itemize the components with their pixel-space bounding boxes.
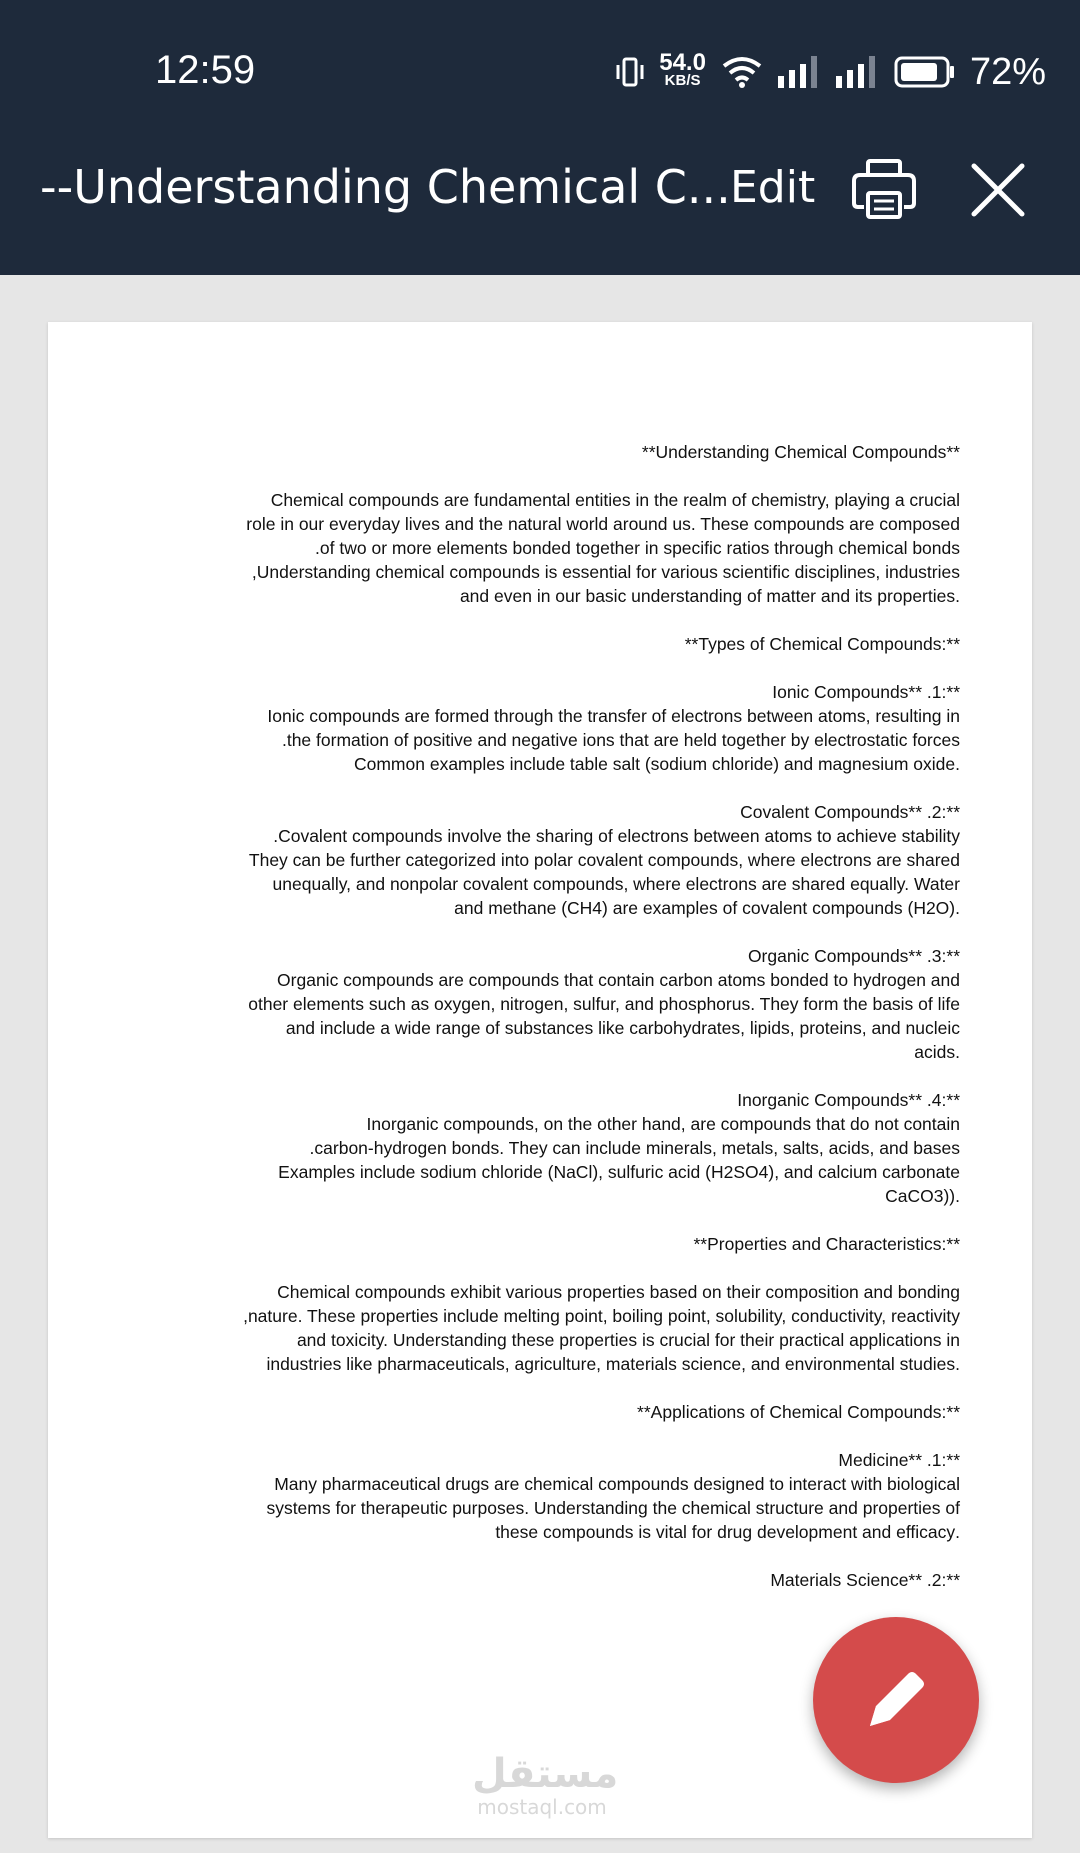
close-icon [968, 160, 1028, 220]
document-line: They can be further categorized into polar covalent compounds, where electrons are shared [248, 850, 960, 870]
document-paragraph [168, 1280, 960, 1376]
document-paragraph [168, 488, 960, 608]
document-line: and toxicity. Understanding these properties is crucial for their practical applications in [296, 1330, 960, 1350]
signal-icon-sim2 [836, 56, 880, 88]
vibrate-icon [615, 55, 645, 89]
document-paragraph [168, 440, 960, 464]
document-paragraph [168, 1088, 960, 1208]
document-line: Inorganic compounds, on the other hand, are compounds that do not contain [366, 1114, 960, 1134]
document-line: the formation of positive and negative ions that are held together by electrostatic forces. [281, 730, 960, 750]
document-line: **:Ionic Compounds** .1 [772, 682, 960, 702]
network-speed [659, 49, 706, 90]
document-line: nature. These properties include melting point, boiling point, solubility, conductivity, reactivity, [243, 1306, 960, 1326]
document-paragraph [168, 680, 960, 776]
signal-icon-sim1 [778, 56, 822, 88]
battery-icon [894, 56, 956, 88]
document-line: Ionic compounds are formed through the transfer of electrons between atoms, resulting in [267, 706, 960, 726]
wifi-icon [720, 54, 764, 90]
document-line: unequally, and nonpolar covalent compounds, where electrons are shared equally. Water [272, 874, 960, 894]
document-line: .industries like pharmaceuticals, agriculture, materials science, and environmental studies [266, 1354, 960, 1374]
document-line: Organic compounds are compounds that contain carbon atoms bonded to hydrogen and [277, 970, 960, 990]
edit-fab-button[interactable] [813, 1617, 979, 1783]
status-time: 12:59 [155, 48, 256, 92]
document-body [168, 440, 960, 1616]
document-title: --Understanding Chemical C... [40, 160, 731, 214]
document-line: Examples include sodium chloride (NaCl), sulfuric acid (H2SO4), and calcium carbonate [278, 1162, 960, 1182]
document-paragraph [168, 944, 960, 1064]
watermark-arabic: مستقل [472, 1751, 619, 1797]
document-line: **:Covalent Compounds** .2 [740, 802, 960, 822]
document-line: .(H2O) and methane (CH4) are examples of covalent compounds [454, 898, 960, 918]
document-paragraph [168, 1568, 960, 1592]
document-line: carbon-hydrogen bonds. They can include minerals, metals, salts, acids, and bases. [309, 1138, 960, 1158]
document-line: Chemical compounds are fundamental entities in the realm of chemistry, playing a crucial [270, 490, 960, 510]
document-line: other elements such as oxygen, nitrogen, sulfur, and phosphorus. They form the basis of life [248, 994, 960, 1014]
printer-icon [852, 157, 916, 221]
document-line: .acids [914, 1042, 960, 1062]
document-line: **:Materials Science** .2 [770, 1570, 960, 1590]
document-line: **:Inorganic Compounds** .4 [737, 1090, 960, 1110]
document-line: of two or more elements bonded together in specific ratios through chemical bonds. [315, 538, 960, 558]
speed-value: 54.0 [659, 49, 706, 76]
document-line: systems for therapeutic purposes. Understanding the chemical structure and properties of [266, 1498, 960, 1518]
document-line: Understanding chemical compounds is essential for various scientific disciplines, industries, [251, 562, 960, 582]
document-line: **Understanding Chemical Compounds** [641, 442, 960, 462]
print-button[interactable] [852, 157, 916, 221]
document-line: **:Medicine** .1 [838, 1450, 960, 1470]
document-line: **:Properties and Characteristics** [693, 1234, 960, 1254]
document-paragraph [168, 800, 960, 920]
watermark-latin: mostaql.com [477, 1795, 607, 1819]
app-bar [0, 0, 1080, 275]
document-line: Covalent compounds involve the sharing of electrons between atoms to achieve stability. [273, 826, 960, 846]
document-line: .these compounds is vital for drug development and efficacy [495, 1522, 960, 1542]
status-icons [615, 50, 1046, 94]
document-line: .Common examples include table salt (sodium chloride) and magnesium oxide [353, 754, 960, 774]
document-page [48, 322, 1032, 1838]
document-line: and include a wide range of substances like carbohydrates, lipids, proteins, and nucleic [285, 1018, 960, 1038]
document-line: role in our everyday lives and the natural world around us. These compounds are composed [246, 514, 960, 534]
battery-percent: 72% [969, 50, 1046, 93]
document-line: **:Types of Chemical Compounds** [684, 634, 960, 654]
pencil-icon [856, 1660, 936, 1740]
document-line: .((CaCO3 [885, 1186, 960, 1206]
document-line: Many pharmaceutical drugs are chemical compounds designed to interact with biological [274, 1474, 960, 1494]
document-paragraph [168, 1232, 960, 1256]
document-paragraph [168, 632, 960, 656]
document-paragraph [168, 1448, 960, 1544]
document-line: **:Applications of Chemical Compounds** [637, 1402, 960, 1422]
edit-button[interactable]: Edit [730, 162, 816, 213]
document-line: **:Organic Compounds** .3 [747, 946, 960, 966]
watermark-logo [472, 1751, 619, 1819]
close-button[interactable] [968, 160, 1028, 220]
document-line: Chemical compounds exhibit various properties based on their composition and bonding [277, 1282, 960, 1302]
speed-unit: KB/S [664, 72, 701, 89]
document-paragraph [168, 1400, 960, 1424]
document-line: .and even in our basic understanding of matter and its properties [459, 586, 960, 606]
